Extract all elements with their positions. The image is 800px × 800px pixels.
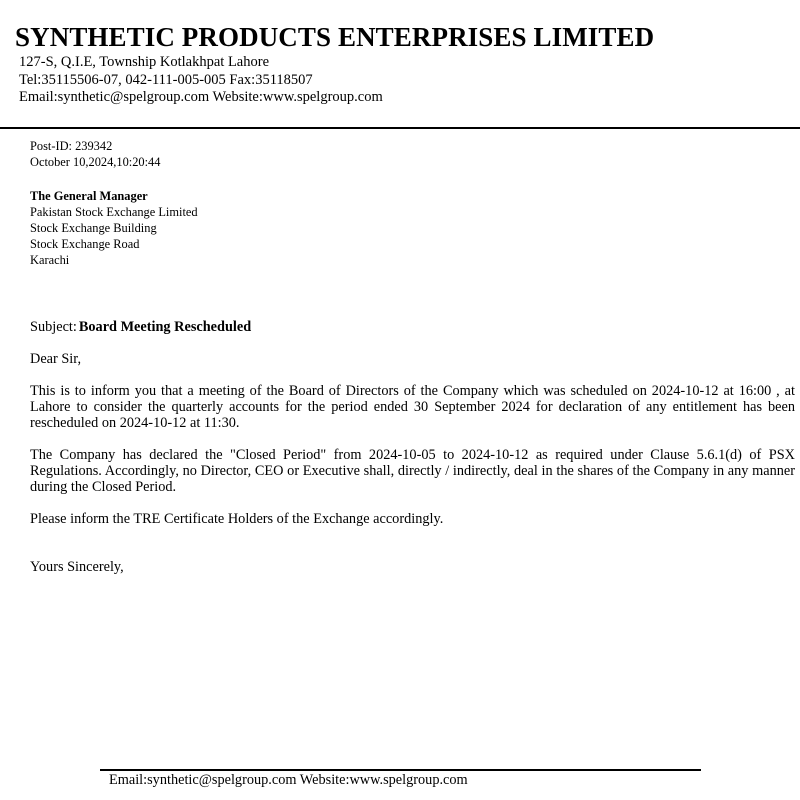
subject-text: Board Meeting Rescheduled — [78, 319, 252, 335]
company-email-website: Email:synthetic@spelgroup.com Website:www.spelgroup.com — [19, 89, 383, 105]
post-date: October 10,2024,10:20:44 — [30, 155, 161, 169]
addressee-line: Stock Exchange Road — [30, 237, 140, 251]
company-address: 127-S, Q.I.E, Township Kotlakhpat Lahore — [19, 54, 270, 70]
addressee-block — [30, 188, 198, 268]
paragraph-reschedule: This is to inform you that a meeting of the Board of Directors of the Company which was scheduled on 2024-10-12 at 16:00 , at Lahore to consider the quarterly accounts for the period ended 30 September 2024 for declaration of any entitlement has been rescheduled on 2024-10-12 at 11:30. — [30, 383, 795, 431]
addressee-line: Stock Exchange Building — [30, 221, 157, 235]
footer-contact: Email:synthetic@spelgroup.com Website:www.spelgroup.com — [109, 772, 468, 788]
company-name: SYNTHETIC PRODUCTS ENTERPRISES LIMITED — [15, 22, 655, 52]
paragraph-closed-period: The Company has declared the "Closed Period" from 2024-10-05 to 2024-10-12 as required under Clause 5.6.1(d) of PSX Regulations. Accordingly, no Director, CEO or Executive shall, directly / indirectly, deal in the shares of the Company in any manner during the Closed Period. — [30, 447, 795, 495]
post-id: Post-ID: 239342 — [30, 139, 113, 153]
addressee-line: Pakistan Stock Exchange Limited — [30, 205, 198, 219]
paragraph-inform: Please inform the TRE Certificate Holders of the Exchange accordingly. — [30, 511, 444, 527]
footer-divider — [100, 769, 701, 771]
company-phone-fax: Tel:35115506-07, 042-111-005-005 Fax:35118507 — [19, 72, 313, 88]
salutation: Dear Sir, — [30, 351, 82, 367]
subject-line — [30, 319, 795, 335]
addressee-line: Karachi — [30, 253, 70, 267]
subject-label: Subject: — [30, 319, 77, 335]
closing: Yours Sincerely, — [30, 559, 124, 575]
header-divider — [0, 127, 800, 129]
addressee-title: The General Manager — [30, 189, 148, 203]
